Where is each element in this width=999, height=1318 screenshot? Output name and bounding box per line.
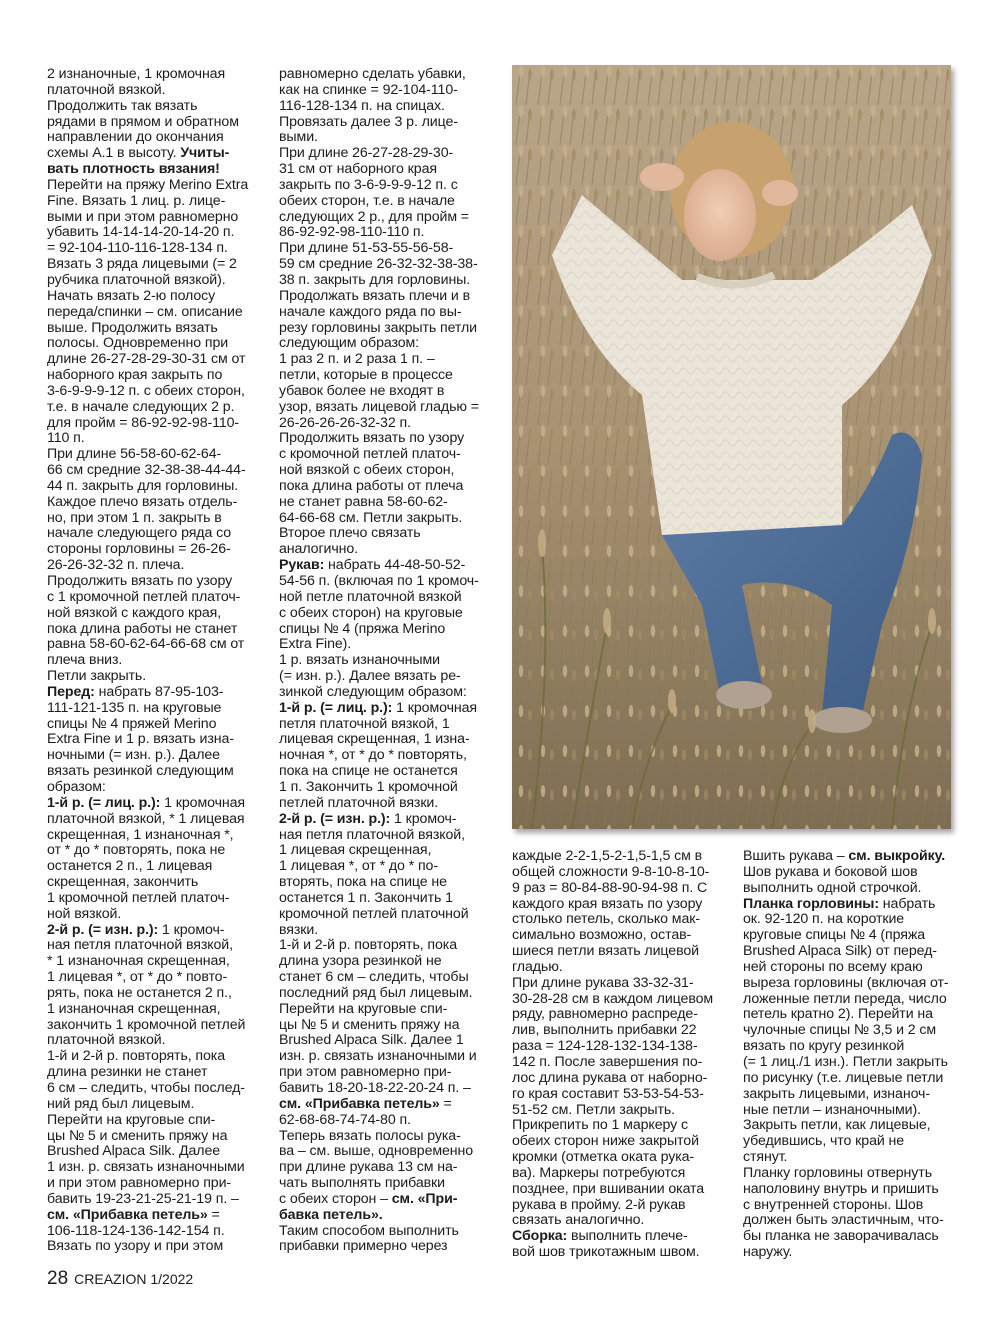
text-line: Extra Fine и 1 р. вязать изна-: [47, 731, 234, 748]
text-line: выми и при этом равномерно: [47, 208, 239, 225]
text-line: 66 см средние 32-38-38-44-44-: [47, 462, 246, 479]
text-line: 1 п. Закончить 1 кромочной: [279, 778, 458, 795]
text-line: 110 п.: [47, 430, 85, 447]
page-number: 28: [47, 1268, 69, 1289]
text-line: 59 см средние 26-32-32-38-38-: [279, 256, 478, 273]
text-line: и при этом равномерно при-: [47, 1175, 232, 1192]
text-line: петель кратно 2). Перейти на: [743, 1006, 933, 1023]
text-line: скрещенная, закончить: [47, 874, 199, 891]
text-line: рять, пока не останется 2 п.,: [47, 984, 232, 1001]
text-line: узор, вязать лицевой гладью =: [279, 398, 479, 415]
text-line: плеча вниз.: [47, 652, 123, 669]
text-line: останется 2 п., 1 лицевая: [47, 858, 213, 875]
text-line: цы № 5 и сменить пряжу на: [279, 1016, 460, 1033]
text-line: выше. Продолжить вязать: [47, 319, 218, 336]
text-line: рукава в пройму. 2-й рукав: [512, 1196, 686, 1213]
text-line: скрещенная, 1 изнаночная *,: [47, 826, 234, 843]
text-line: Перейти на круговые спи-: [47, 1111, 216, 1128]
text-line: 54-56 п. (включая по 1 кромоч-: [279, 573, 479, 589]
text-line: от * до * повторять, пока не: [47, 842, 226, 859]
text-line: зинкой следующим образом:: [279, 683, 467, 700]
text-line: Каждое плечо вязать отдель-: [47, 493, 238, 510]
text-line: ок. 92-120 п. на короткие: [743, 911, 905, 928]
text-line: Планку горловины отвернуть: [743, 1164, 932, 1181]
text-line: с внутренней стороны. Шов: [743, 1196, 924, 1213]
text-line: должен быть эластичным, что-: [743, 1212, 944, 1229]
text-line: пока на спице не останется: [279, 763, 458, 780]
text-line: не станет равна 58-60-62-: [279, 493, 448, 510]
text-line: связать аналогично.: [512, 1212, 645, 1229]
text-line: ва). Маркеры потребуются: [512, 1164, 686, 1181]
text-line: = 92-104-110-116-128-134 п.: [47, 240, 228, 257]
text-line: (= 1 лиц./1 изн.). Петли закрыть: [743, 1053, 948, 1070]
text-line: бы планка не заворачивалась: [743, 1228, 939, 1245]
text-line: Второе плечо связать: [279, 525, 421, 542]
text-line: шиеся петли вязать лицевой: [512, 943, 699, 960]
text-line: наполовину внутрь и пришить: [743, 1180, 939, 1197]
text-line: 1 р. вязать изнаночными: [279, 652, 440, 669]
text-line: Extra Fine).: [279, 636, 352, 653]
text-line: равномерно сделать убавки,: [279, 66, 466, 82]
text-line: 86-92-92-98-110-110 п.: [279, 224, 425, 241]
text-line: вязать по кругу резинкой: [743, 1038, 905, 1055]
text-line: рядами в прямом и обратном: [47, 113, 239, 130]
text-line: прибавки примерно через: [279, 1238, 448, 1255]
text-line: закрыть по 3-6-9-9-9-12 п. с: [279, 176, 458, 193]
text-line: ложенные петли переда, число: [743, 990, 947, 1007]
text-line: Продолжить так вязать: [47, 97, 198, 114]
text-line: 2-й р. (= изн. р.): 1 кромоч-: [279, 810, 457, 827]
text-column-2: [279, 67, 494, 1255]
text-line: Закрыть петли, как лицевые,: [743, 1117, 931, 1134]
text-line: направлении до окончания: [47, 129, 224, 146]
text-line: Fine. Вязать 1 лиц. р. лице-: [47, 192, 226, 209]
text-line: ва – см. выше, одновременно: [279, 1143, 474, 1160]
text-line: При длине 51-53-55-56-58-: [279, 240, 454, 257]
text-line: образом:: [47, 778, 106, 795]
text-line: длина резинки не станет: [47, 1064, 208, 1081]
text-column-3: [512, 849, 727, 1261]
text-line: Перейти на пряжу Merino Extra: [47, 176, 249, 193]
text-line: последний ряд был лицевым.: [279, 984, 473, 1001]
text-line: Прикрепить по 1 маркеру с: [512, 1117, 688, 1134]
text-line: стороны горловины = 26-26-: [47, 541, 231, 558]
text-line: выми.: [279, 129, 318, 146]
text-line: стянут.: [743, 1149, 788, 1166]
text-line: 31 см от наборного края: [279, 161, 437, 178]
text-line: 2-й р. (= изн. р.): 1 кромоч-: [47, 921, 225, 938]
text-line: ные петли – изнаночными).: [743, 1101, 921, 1118]
text-line: убавить 14-14-14-20-14-20 п.: [47, 224, 235, 241]
text-line: по рисунку (т.е. лицевые петли: [743, 1069, 944, 1086]
text-line: выполнить одной строчкой.: [743, 879, 922, 896]
text-line: 3-6-9-9-9-12 п. с обеих сторон,: [47, 382, 245, 399]
text-line: ний ряд был лицевым.: [47, 1095, 195, 1112]
text-line: вязать резинкой следующим: [47, 763, 234, 780]
text-line: Сборка: выполнить плече-: [512, 1228, 688, 1245]
text-line: см. «Прибавка петель» =: [279, 1095, 452, 1112]
text-line: Brushed Alpaca Silk) от перед-: [743, 943, 937, 960]
text-line: Продолжать вязать плечи и в: [279, 287, 471, 304]
text-line: 1 лицевая *, от * до * повто-: [47, 969, 228, 986]
text-line: симально возможно, остав-: [512, 927, 692, 944]
text-line: го края составит 53-53-54-53-: [512, 1085, 704, 1102]
text-line: закончить 1 кромочной петлей: [47, 1016, 246, 1033]
text-line: ной петле платочной вязкой: [279, 588, 462, 605]
text-line: 1-й и 2-й р. повторять, пока: [279, 937, 458, 954]
text-line: петля платочной вязкой, 1: [279, 715, 450, 732]
text-line: бавка петель».: [279, 1206, 383, 1223]
text-line: т.е. в начале следующих 2 р.: [47, 398, 235, 415]
text-line: как на спинке = 92-104-110-: [279, 81, 458, 98]
text-line: 1 изн. р. связать изнаночными: [47, 1159, 245, 1176]
text-line: пока длина работы от плеча: [279, 477, 464, 494]
text-line: ряду, равномерно распреде-: [512, 1006, 698, 1023]
text-line: ночная *, от * до * повторять,: [279, 747, 467, 764]
text-line: Brushed Alpaca Silk. Далее 1: [279, 1032, 464, 1049]
text-line: вторять, пока на спице не: [279, 874, 447, 891]
text-line: гладью.: [512, 958, 563, 975]
text-line: 1-й и 2-й р. повторять, пока: [47, 1048, 226, 1065]
text-line: 1 изнаночная скрещенная,: [47, 1000, 221, 1017]
text-line: При длине рукава 33-32-31-: [512, 974, 694, 991]
text-line: Планка горловины: набрать: [743, 895, 936, 912]
text-line: лицевая скрещенная, 1 изна-: [279, 731, 470, 748]
text-line: аналогично.: [279, 541, 359, 558]
text-line: 51-52 см. Петли закрыть.: [512, 1101, 676, 1118]
text-line: Петли закрыть.: [47, 668, 147, 685]
text-line: ная петля платочной вязкой,: [47, 937, 233, 954]
text-line: каждые 2-2-1,5-2-1,5-1,5 см в: [512, 848, 703, 864]
text-line: Вшить рукава – см. выкройку.: [743, 848, 946, 864]
text-line: круговые спицы № 4 (пряжа: [743, 927, 926, 944]
text-line: но, при этом 1 п. закрыть в: [47, 509, 222, 526]
text-line: при этом равномерно при-: [279, 1064, 452, 1081]
text-line: 106-118-124-136-142-154 п.: [47, 1222, 225, 1239]
text-line: вязки.: [279, 921, 319, 938]
magazine-issue: CREAZION 1/2022: [74, 1271, 194, 1287]
text-line: Теперь вязать полосы рука-: [279, 1127, 461, 1144]
text-line: лос длина рукава от наборно-: [512, 1069, 708, 1086]
text-line: ной вязкой с обеих сторон,: [279, 462, 455, 479]
text-line: позднее, при вшивании оката: [512, 1180, 705, 1197]
photo-woman-in-wheat-field: [512, 65, 951, 829]
text-line: длина узора резинкой не: [279, 953, 442, 970]
text-line: с кромочной петлей платоч-: [279, 446, 461, 463]
text-line: Продолжить вязать по узору: [47, 573, 233, 589]
text-line: раза = 124-128-132-134-138-: [512, 1038, 698, 1055]
text-line: Шов рукава и боковой шов: [743, 863, 918, 880]
text-line: останется 1 п. Закончить 1: [279, 889, 453, 906]
text-line: 38 п. закрыть для горловины.: [279, 271, 471, 288]
text-column-4: [743, 849, 958, 1261]
text-line: пока длина работы не станет: [47, 620, 238, 637]
text-line: убедившись, что край не: [743, 1133, 905, 1150]
text-line: Вязать по узору и при этом: [47, 1238, 224, 1255]
text-line: (= изн. р.). Далее вязать ре-: [279, 668, 461, 685]
text-line: петлей платочной вязки.: [279, 794, 439, 811]
text-line: платочной вязкой.: [47, 81, 166, 98]
text-line: 116-128-134 п. на спицах.: [279, 97, 445, 114]
text-line: при длине рукава 13 см на-: [279, 1159, 458, 1176]
text-line: 111-121-135 п. на круговые: [47, 699, 222, 716]
text-column-1: [47, 67, 262, 1255]
text-line: переда/спинки – см. описание: [47, 303, 243, 320]
text-line: см. «Прибавка петель» =: [47, 1206, 220, 1223]
text-line: кромки (отметка оката рука-: [512, 1149, 695, 1166]
text-line: с обеих сторон) на круговые: [279, 604, 463, 621]
text-line: изн. р. связать изнаночными и: [279, 1048, 477, 1065]
text-line: При длине 56-58-60-62-64-: [47, 446, 222, 463]
text-line: следующим образом:: [279, 335, 420, 352]
text-line: 1 раз 2 п. и 2 раза 1 п. –: [279, 351, 435, 368]
text-line: равна 58-60-62-64-66-68 см от: [47, 636, 245, 653]
text-line: с 1 кромочной петлей платоч-: [47, 588, 241, 605]
text-line: Перейти на круговые спи-: [279, 1000, 448, 1017]
text-line: вать плотность вязания!: [47, 161, 220, 178]
text-line: обеих сторон, т.е. в начале: [279, 192, 455, 209]
text-line: наружу.: [743, 1244, 793, 1261]
text-line: платочной вязкой, * 1 лицевая: [47, 810, 245, 827]
text-line: длине 26-27-28-29-30-31 см от: [47, 351, 246, 368]
text-line: начале следующего ряда со: [47, 525, 232, 542]
text-line: Перед: набрать 87-95-103-: [47, 683, 224, 700]
text-line: столько петель, сколько мак-: [512, 911, 700, 928]
text-line: рубчика платочной вязкой).: [47, 271, 226, 288]
text-line: закрыть лицевыми, изнаноч-: [743, 1085, 930, 1102]
text-line: 64-66-68 см. Петли закрыть.: [279, 509, 463, 526]
text-line: 6 см – следить, чтобы послед-: [47, 1080, 245, 1096]
text-line: схемы A.1 в высоту. Учиты-: [47, 145, 230, 162]
text-line: Рукав: набрать 44-48-50-52-: [279, 557, 466, 574]
text-line: бавить 19-23-21-25-21-19 п. –: [47, 1190, 239, 1207]
text-line: петли, которые в процессе: [279, 367, 453, 384]
text-line: 62-68-68-74-74-80 п.: [279, 1111, 411, 1128]
text-line: кромочной петлей платочной: [279, 905, 469, 922]
text-line: станет 6 см – следить, чтобы: [279, 969, 469, 986]
text-line: наборного края закрыть по: [47, 367, 223, 384]
text-line: вой шов трикотажным швом.: [512, 1244, 700, 1261]
text-line: с обеих сторон – см. «При-: [279, 1190, 458, 1207]
text-line: 2 изнаночные, 1 кромочная: [47, 66, 226, 82]
text-line: ночными (= изн. р.). Далее: [47, 747, 220, 764]
text-line: 30-28-28 см в каждом лицевом: [512, 990, 714, 1007]
text-line: общей сложности 9-8-10-8-10-: [512, 863, 710, 880]
text-line: 1-й р. (= лиц. р.): 1 кромочная: [47, 794, 245, 811]
text-line: обеих сторон ниже закрытой: [512, 1133, 699, 1150]
text-line: 26-26-26-26-32-32 п.: [279, 414, 411, 431]
text-line: цы № 5 и сменить пряжу на: [47, 1127, 228, 1144]
text-line: Продолжить вязать по узору: [279, 430, 465, 447]
text-line: Brushed Alpaca Silk. Далее: [47, 1143, 221, 1160]
text-line: каждого края вязать по узору: [512, 895, 703, 912]
text-line: 44 п. закрыть для горловины.: [47, 477, 239, 494]
text-line: следующих 2 р., для пройм =: [279, 208, 469, 225]
text-line: Начать вязать 2-ю полосу: [47, 287, 216, 304]
text-line: 1 кромочной петлей платоч-: [47, 889, 230, 906]
text-line: выреза горловины (включая от-: [743, 974, 949, 991]
text-line: начале каждого ряда по вы-: [279, 303, 462, 320]
text-line: платочной вязкой.: [47, 1032, 166, 1049]
text-line: спицы № 4 пряжей Merino: [47, 715, 217, 732]
text-line: чать выполнять прибавки: [279, 1175, 445, 1192]
text-line: 9 раз = 80-84-88-90-94-98 п. С: [512, 879, 708, 896]
text-line: чулочные спицы № 3,5 и 2 см: [743, 1022, 937, 1039]
text-line: резу горловины закрыть петли: [279, 319, 477, 336]
text-line: спицы № 4 (пряжа Merino: [279, 620, 446, 637]
text-line: ная петля платочной вязкой,: [279, 826, 465, 843]
text-line: 142 п. После завершения по-: [512, 1053, 703, 1070]
text-line: бавить 18-20-18-22-20-24 п. –: [279, 1080, 471, 1096]
text-line: для пройм = 86-92-92-98-110-: [47, 414, 240, 431]
text-line: 1-й р. (= лиц. р.): 1 кромочная: [279, 699, 477, 716]
text-line: ной вязкой с каждого края,: [47, 604, 222, 621]
text-line: лив, выполнить прибавки 22: [512, 1022, 697, 1039]
text-line: полосы. Одновременно при: [47, 335, 229, 352]
text-line: убавок более не входят в: [279, 382, 445, 399]
text-line: Провязать далее 3 р. лице-: [279, 113, 458, 130]
text-line: Вязать 3 ряда лицевыми (= 2: [47, 256, 237, 273]
text-line: 26-26-32-32 п. плеча.: [47, 557, 185, 574]
text-line: При длине 26-27-28-29-30-: [279, 145, 454, 162]
text-line: ной вязкой.: [47, 905, 122, 922]
page-footer: [47, 1268, 193, 1290]
text-line: Таким способом выполнить: [279, 1222, 459, 1239]
text-line: 1 лицевая скрещенная,: [279, 842, 432, 859]
text-line: ней стороны по всему краю: [743, 958, 923, 975]
text-line: * 1 изнаночная скрещенная,: [47, 953, 230, 970]
text-line: 1 лицевая *, от * до * по-: [279, 858, 438, 875]
